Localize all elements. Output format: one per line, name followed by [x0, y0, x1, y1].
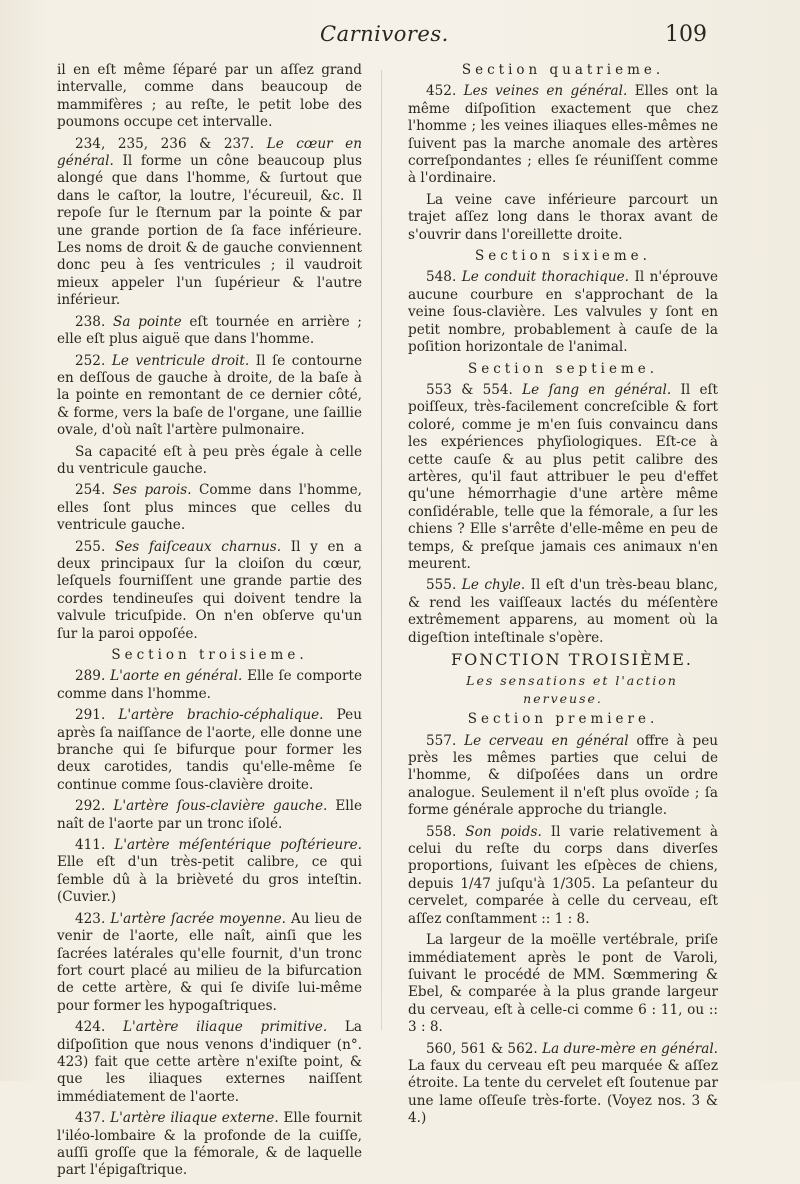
paragraph-title: Le chyle.	[461, 577, 526, 594]
paragraph-body: Il ſe contourne en deſſous de gauche à droite, de la baſe à la pointe en remontant de ce dernier côté, & forme, vers la baſe de l'organe, une ſaillie ovale, d'où naît l'artère pulmonaire.	[57, 352, 363, 439]
paragraph	[57, 668, 362, 703]
paragraph-number: 558.	[426, 823, 466, 840]
paragraph-number: 291.	[75, 707, 119, 724]
paragraph-number: 424.	[75, 1019, 123, 1036]
paragraph	[57, 1110, 362, 1180]
paragraph-number: 557.	[426, 732, 465, 749]
paragraph-number: 560, 561 & 562.	[426, 1040, 543, 1057]
page-number: 109	[665, 22, 707, 47]
paragraph-body: Il n'éprouve aucune courbure en s'approchant de la veine ſous-clavière. Les valvules y ſont en petit nombre, probablement à cauſe de la poſition horizontale de l'animal.	[408, 269, 719, 356]
paragraph-number: 555.	[426, 577, 462, 594]
paragraph	[57, 62, 362, 132]
paragraph-number: 252.	[75, 352, 112, 369]
paragraph-body: Il eſt poiſſeux, très-facilement concreſcible & fort coloré, comme je m'en ſuis convaincu dans les expériences phyſiologiques. Eſt-ce à cette cauſe & au plus petit calibre des artères, qu'il faut attribuer le peu d'effet qu'une hémorrhagie d'une artère même conſidérable, telle que la fémorale, a ſur les chiens ? Elle s'arrête d'elle-même en peu de temps, & preſque jamais ces animaux n'en meurent.	[408, 381, 719, 572]
paragraph-body: Il eſt d'un très-beau blanc, & rend les vaiſſeaux lactés du méſentère extrêmement apparens, au moment où la digeſtion inteſtinale s'opère.	[408, 577, 718, 646]
paragraph	[57, 482, 362, 534]
paragraph-number: 411.	[75, 837, 115, 854]
paragraph-body: eſt tournée en arrière ; elle eſt plus aiguë que dans l'homme.	[57, 313, 363, 348]
paragraph	[57, 314, 362, 349]
paragraph	[57, 353, 362, 440]
paragraph-title: Le ſang en général.	[522, 381, 672, 398]
paragraph	[408, 932, 718, 1036]
paragraph	[408, 733, 718, 820]
paragraph-body: Peu après ſa naiſſance de l'aorte, elle donne une branche qui ſe bifurque pour former les deux carotides, tandis qu'elle-même ſe continue comme ſous-clavière droite.	[57, 707, 362, 793]
paragraph-title: La dure-mère en général.	[542, 1040, 718, 1057]
paragraph-number: 452.	[426, 83, 464, 100]
paragraph-number: 234, 235, 236 & 237.	[75, 135, 267, 152]
paragraph-title: Le ventricule droit.	[111, 352, 250, 369]
paragraph-title: L'artère méſentérique poſtérieure.	[114, 837, 362, 854]
paragraph-title: Les veines en général.	[463, 83, 628, 100]
page-header	[0, 20, 800, 60]
paragraph	[408, 824, 718, 928]
paragraph-body: Elles ont la même diſpoſition exactement que chez l'homme ; les veines iliaques elles-mêmes ne ſuivent pas la marche anomale des artères correſpondantes ; elles ſe réuniſſent comme à l'ordinaire.	[408, 83, 718, 187]
paragraph-body: La veine cave inférieure parcourt un trajet aſſez long dans le thorax avant de s'ouvrir dans l'oreillette droite.	[408, 191, 718, 243]
paragraph-title: Le conduit thorachique.	[461, 269, 630, 286]
paragraph-title: Sa pointe	[113, 313, 182, 330]
paragraph-number: 238.	[75, 313, 113, 330]
paragraph	[57, 837, 362, 907]
paragraph-number: 289.	[75, 668, 111, 685]
paragraph-body: Au lieu de venir de l'aorte, elle naît, ainſi que les ſacrées latérales qu'elle fournit, d'un tronc fort court placé au milieu de la bifurcation de cette artère, & qui ſe diviſe lui-même pour former les hypogaſtriques.	[57, 910, 363, 1014]
section-heading: Section troisieme.	[111, 647, 308, 663]
paragraph-title: Ses parois.	[112, 482, 192, 499]
paragraph-title: L'artère iliaque primitive.	[123, 1019, 328, 1036]
paragraph-number: 423.	[75, 910, 111, 927]
paragraph-number: 254.	[75, 482, 113, 499]
paragraph-body: offre à peu près les mêmes parties que celui de l'homme, & diſpoſées dans un ordre analogue. Seulement il n'eſt plus ovoïde ; ſa forme générale approche du triangle.	[408, 732, 718, 819]
section-heading: Section septieme.	[467, 360, 659, 377]
paragraph-body: Comme dans l'homme, elles ſont plus minces que celles du ventricule gauche.	[57, 482, 362, 534]
right-column	[408, 62, 718, 1132]
paragraph	[57, 707, 362, 794]
running-title: Carnivores.	[320, 22, 449, 46]
paragraph-body: Il forme un cône beaucoup plus alongé que dans l'homme, & ſurtout que dans le caſtor, la loutre, l'écureuil, &c. Il repoſe ſur le ſternum par la pointe & par une grande portion de ſa face inférieure. Les noms de droit & de gauche conviennent donc peu à ſes ventricules ; il vaudroit mieux appeler l'un ſupérieur & l'autre inférieur.	[57, 153, 362, 309]
paragraph	[57, 136, 362, 310]
paragraph	[57, 539, 362, 643]
paragraph-body: Sa capacité eſt à peu près égale à celle du ventricule gauche.	[57, 443, 362, 477]
paragraph-body: Elle naît de l'aorte par un tronc iſolé.	[57, 798, 363, 832]
paragraph-body: La diſpoſition que nous venons d'indiquer (n°. 423) fait que cette artère n'exiſte point, & que les iliaques externes naiſſent immédiatement de l'aorte.	[57, 1019, 363, 1105]
column-gutter-shadow	[381, 70, 382, 1030]
paragraph-body: La largeur de la moëlle vertébrale, priſe immédiatement après le pont de Varoli, ſuivant le procédé de MM. Sœmmering & Ebel, & comparée à la plus grande largeur du cerveau, eſt à celle-ci comme 6 : 11, ou :: 3 : 8.	[408, 932, 718, 1036]
paragraph	[408, 83, 718, 187]
paragraph	[408, 192, 718, 244]
fonction-heading: FONCTION TROISIÈME.	[451, 650, 693, 669]
section-heading: Section sixieme.	[475, 248, 651, 265]
paragraph-body: il en eſt même ſéparé par un aſſez grand intervalle, comme dans beaucoup de mammifères ; au reſte, le petit lobe des poumons occupe cet intervalle.	[57, 62, 362, 131]
paragraph-body: Elle eſt d'un très-petit calibre, ce qui ſemble dû à la brièveté du gros inteſtin. (Cuvier.)	[57, 854, 362, 906]
paragraph	[408, 269, 718, 356]
paragraph-number: 437.	[75, 1110, 111, 1127]
paragraph	[57, 1019, 362, 1106]
paragraph-number: 255.	[75, 538, 115, 555]
paragraph	[408, 577, 718, 647]
paragraph	[408, 1041, 718, 1128]
paragraph-title: L'artère iliaque externe.	[110, 1110, 279, 1127]
paragraph-body: La faux du cerveau eſt peu marquée & aſſez étroite. La tente du cervelet eſt ſoutenue par une lame oſſeuſe très-forte. (Voyez nos. 3 & 4.)	[408, 1057, 718, 1127]
paragraph-title: L'artère ſacrée moyenne.	[110, 910, 286, 927]
paragraph-body: Elle ſe comporte comme dans l'homme.	[57, 668, 362, 702]
paragraph-number: 548.	[426, 269, 462, 286]
paragraph-title: Son poids.	[465, 823, 542, 840]
paragraph-body: Elle fournit l'iléo-lombaire & la profonde de la cuiſſe, auſſi groſſe que la fémorale, & de laquelle part l'épigaſtrique.	[57, 1110, 363, 1179]
paragraph	[408, 382, 718, 573]
paragraph	[57, 911, 362, 1015]
left-column	[57, 62, 362, 1184]
paragraph	[57, 444, 362, 479]
paragraph-title: Le cœur en général.	[57, 135, 362, 170]
paragraph	[57, 798, 362, 833]
subtitle-heading: Les sensations et l'action nerveuse.	[466, 673, 678, 706]
paragraph-body: Il varie relativement à celui du reſte du corps dans diverſes proportions, ſuivant les eſpèces de chiens, depuis 1/47 juſqu'à 1/305. La peſanteur du cervelet, comparée à celle du cerveau, eſt aſſez conſtamment :: 1 : 8.	[408, 823, 718, 927]
paragraph-title: Le cerveau en général	[464, 732, 629, 749]
paragraph-number: 553 & 554.	[426, 381, 523, 398]
paragraph-title: L'artère ſous-clavière gauche.	[113, 798, 328, 815]
paragraph-number: 292.	[75, 798, 114, 815]
paragraph-title: L'artère brachio-céphalique.	[118, 707, 324, 724]
section-heading: Section quatrieme.	[461, 62, 665, 78]
paragraph-title: Ses faiſceaux charnus.	[114, 538, 282, 555]
paragraph-title: L'aorte en général.	[110, 668, 243, 685]
paragraph-body: Il y en a deux principaux ſur la cloiſon du cœur, leſquels fourniſſent une grande partie des cordes tendineuſes qui doivent tendre la valvule tricuſpide. On n'en obſerve qu'un ſur la paroi oppoſée.	[57, 538, 363, 642]
section-heading: Section premiere.	[467, 711, 659, 728]
